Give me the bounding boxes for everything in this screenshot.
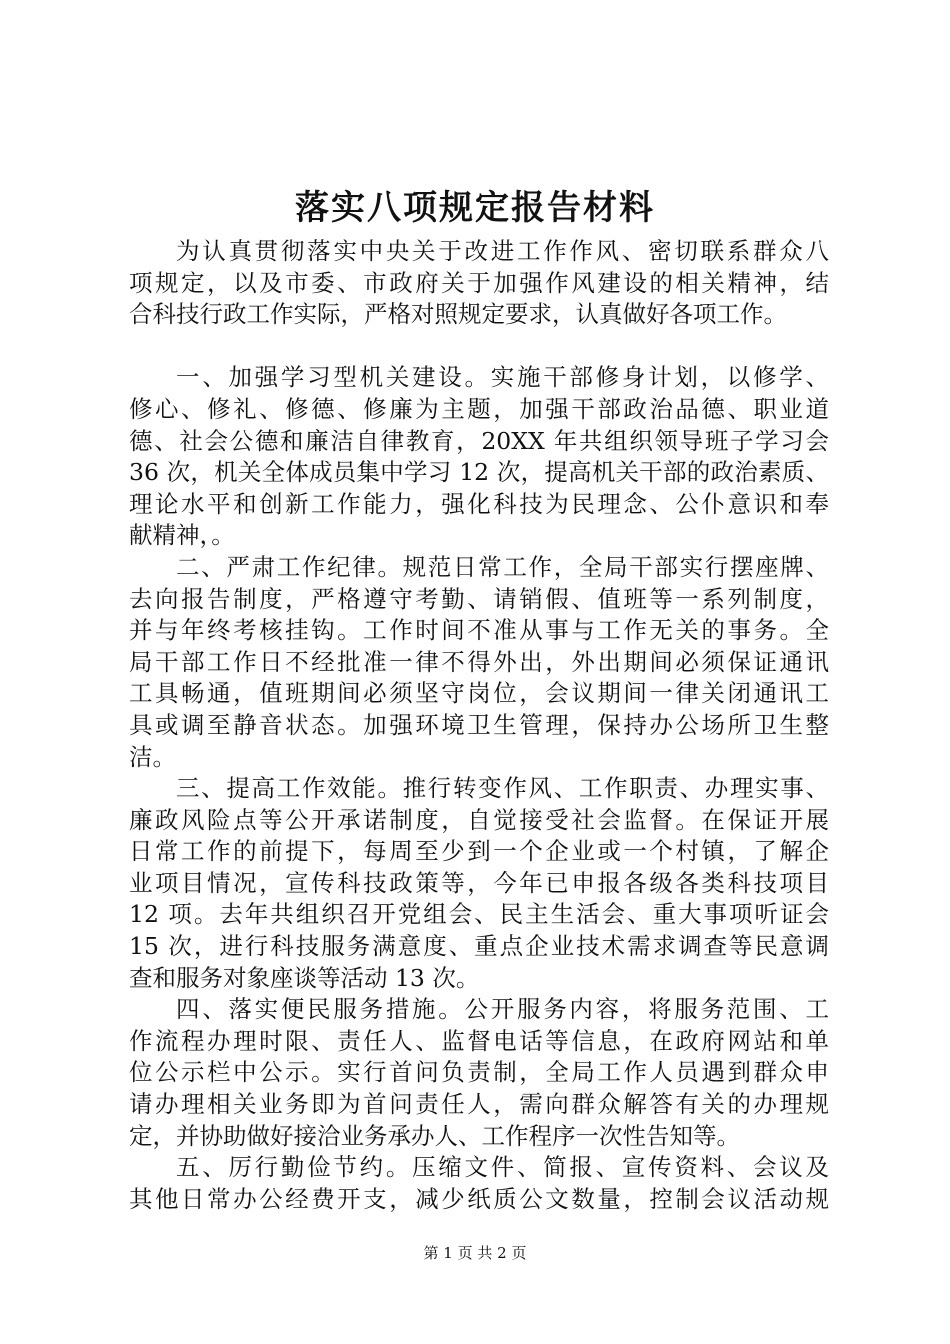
text-line: 二、严肃工作纪律。规范日常工作，全局干部实行摆座牌、 xyxy=(176,552,829,581)
text-line: 请办理相关业务即为首问责任人，需向群众解答有关的办理规 xyxy=(129,1090,829,1119)
text-line: 位公示栏中公示。实行首问负责制，全局工作人员遇到群众申 xyxy=(129,1058,829,1087)
text-line: 五、厉行勤俭节约。压缩文件、简报、宣传资料、会议及 xyxy=(176,1153,829,1182)
text-line: 日常工作的前提下，每周至少到一个企业或一个村镇，了解企 xyxy=(129,837,829,866)
text-line: 廉政风险点等公开承诺制度，自觉接受社会监督。在保证开展 xyxy=(129,805,829,834)
paragraph-intro xyxy=(129,236,829,331)
text-line: 修心、修礼、修德、修廉为主题，加强干部政治品德、职业道 xyxy=(129,394,829,423)
text-line: 局干部工作日不经批准一律不得外出，外出期间必须保证通讯 xyxy=(129,647,829,676)
document-body xyxy=(129,236,829,1215)
page-title: 落实八项规定报告材料 xyxy=(295,188,655,228)
text-line: 德、社会公德和廉洁自律教育，20XX 年共组织领导班子学习会 xyxy=(129,426,829,455)
paragraph-section-3 xyxy=(129,773,829,994)
text-line: 具或调至静音状态。加强环境卫生管理，保持办公场所卫生整 xyxy=(129,710,829,739)
text-line: 合科技行政工作实际，严格对照规定要求，认真做好各项工作。 xyxy=(129,300,787,329)
text-line: 其他日常办公经费开支，减少纸质公文数量，控制会议活动规 xyxy=(129,1184,829,1213)
paragraph-spacer xyxy=(129,331,829,363)
text-line: 作流程办理时限、责任人、监督电话等信息，在政府网站和单 xyxy=(129,1026,829,1055)
text-line: 理论水平和创新工作能力，强化科技为民理念、公仆意识和奉 xyxy=(129,489,829,518)
text-line: 36 次，机关全体成员集中学习 12 次，提高机关干部的政治素质、 xyxy=(129,458,829,487)
text-line: 四、落实便民服务措施。公开服务内容，将服务范围、工 xyxy=(176,995,829,1024)
text-line: 一、加强学习型机关建设。实施干部修身计划，以修学、 xyxy=(176,363,829,392)
text-line: 15 次，进行科技服务满意度、重点企业技术需求调查等民意调 xyxy=(129,932,829,961)
text-line: 去向报告制度，严格遵守考勤、请销假、值班等一系列制度， xyxy=(129,584,829,613)
paragraph-section-4 xyxy=(129,994,829,1152)
text-line: 并与年终考核挂钩。工作时间不准从事与工作无关的事务。全 xyxy=(129,616,829,645)
text-line: 业项目情况，宣传科技政策等，今年已申报各级各类科技项目 xyxy=(129,868,829,897)
text-line: 查和服务对象座谈等活动 13 次。 xyxy=(129,963,480,992)
paragraph-section-2 xyxy=(129,552,829,773)
text-line: 定，并协助做好接洽业务承办人、工作程序一次性告知等。 xyxy=(129,1121,740,1150)
paragraph-section-5 xyxy=(129,1152,829,1215)
text-line: 项规定，以及市委、市政府关于加强作风建设的相关精神，结 xyxy=(129,268,829,297)
text-line: 洁。 xyxy=(129,742,176,771)
text-line: 献精神，。 xyxy=(129,521,235,550)
text-line: 三、提高工作效能。推行转变作风、工作职责、办理实事、 xyxy=(176,774,829,803)
text-line: 工具畅通，值班期间必须坚守岗位，会议期间一律关闭通讯工 xyxy=(129,679,829,708)
text-line: 12 项。去年共组织召开党组会、民主生活会、重大事项听证会 xyxy=(129,900,829,929)
paragraph-section-1 xyxy=(129,362,829,552)
page-footer: 第 1 页 共 2 页 xyxy=(423,1244,527,1262)
text-line: 为认真贯彻落实中央关于改进工作作风、密切联系群众八 xyxy=(176,237,829,265)
